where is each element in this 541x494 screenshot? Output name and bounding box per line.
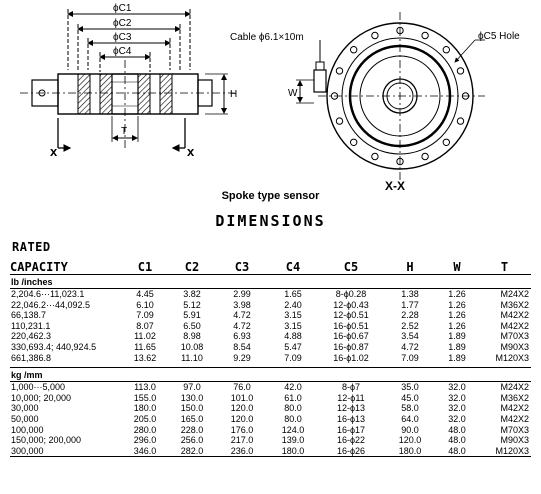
cell-t: M24X2 (500, 382, 529, 393)
side-view (20, 9, 238, 150)
cell-capacity: 30,000 (11, 403, 39, 414)
cell-capacity: 300,000 (11, 445, 44, 456)
cell-c2: 150.0 (180, 403, 204, 414)
cell-capacity: 110,231.1 (11, 320, 51, 331)
cell-c3: 6.93 (233, 331, 251, 342)
cell-c1: 13.62 (133, 352, 157, 363)
bolt-hole (372, 32, 378, 38)
bolt-hole (457, 118, 463, 124)
table-row (10, 446, 531, 457)
cell-c5: 12-ϕ0.51 (333, 310, 369, 321)
cell-c2: 11.10 (181, 352, 203, 363)
cell-c2: 5.12 (183, 299, 201, 310)
cell-c1: 11.65 (134, 341, 156, 352)
table-row (10, 382, 531, 393)
label-c4: ϕC4 (113, 46, 132, 57)
cell-c5: 16-ϕ22 (336, 435, 366, 446)
cell-c5: 16-ϕ26 (336, 445, 366, 456)
table-body (10, 275, 531, 457)
table-row (10, 331, 531, 342)
label-h: H (230, 89, 238, 100)
header-c1: C1 (137, 260, 153, 274)
cell-c3: 4.72 (233, 310, 251, 321)
cell-c5: 16-ϕ0.51 (333, 320, 369, 331)
cell-c2: 130.0 (180, 392, 204, 403)
cell-h: 2.52 (401, 320, 419, 331)
cell-c5: 8-ϕ0.28 (335, 289, 367, 299)
label-w: W (288, 88, 298, 99)
cell-c3: 8.54 (233, 341, 251, 352)
header-t: T (500, 260, 509, 274)
cell-h: 35.0 (401, 382, 419, 393)
cell-c1: 280.0 (133, 424, 157, 435)
bolt-hole (372, 153, 378, 159)
cell-c5: 16-ϕ13 (336, 413, 366, 424)
table-bottom-rule (10, 456, 531, 457)
cell-c2: 8.98 (183, 331, 201, 342)
label-c1: ϕC1 (113, 3, 132, 14)
table-row (10, 321, 531, 332)
cell-c4: 139.0 (281, 435, 305, 446)
cell-h: 90.0 (401, 424, 419, 435)
cell-t: M90X3 (500, 341, 529, 352)
unit-label: kg /mm (10, 368, 531, 382)
cell-c3: 2.99 (233, 289, 251, 299)
cell-c4: 180.0 (281, 445, 305, 456)
unit-label: lb /inches (10, 275, 531, 289)
table-row (10, 310, 531, 321)
cell-c4: 5.47 (284, 341, 302, 352)
cell-c5: 16-ϕ1.02 (333, 352, 369, 363)
bolt-hole (351, 139, 357, 145)
cell-w: 1.26 (448, 320, 466, 331)
cell-c5: 16-ϕ17 (336, 424, 366, 435)
cell-h: 45.0 (401, 392, 419, 403)
cell-capacity: 10,000; 20,000 (11, 392, 72, 403)
cell-w: 48.0 (448, 445, 466, 456)
cell-w: 32.0 (448, 382, 466, 393)
cell-t: M42X2 (500, 403, 529, 414)
cell-c4: 42.0 (284, 382, 302, 393)
cell-w: 1.89 (448, 352, 466, 363)
cell-c2: 165.0 (180, 413, 204, 424)
cell-c4: 2.40 (284, 299, 302, 310)
cell-c3: 120.0 (230, 413, 254, 424)
cell-w: 48.0 (448, 435, 466, 446)
cell-c4: 124.0 (281, 424, 305, 435)
cell-c1: 6.10 (136, 299, 154, 310)
table-row (10, 393, 531, 404)
figure-caption: Spoke type sensor (221, 190, 320, 202)
cell-t: M24X2 (500, 289, 529, 299)
cell-h: 180.0 (398, 445, 422, 456)
cell-w: 1.26 (448, 299, 466, 310)
cell-t: M42X2 (500, 320, 529, 331)
bolt-hole (351, 47, 357, 53)
header-w: W (453, 260, 461, 274)
cell-c5: 12-ϕ0.43 (333, 299, 369, 310)
cell-c1: 4.45 (136, 289, 154, 299)
cell-c3: 217.0 (230, 435, 254, 446)
bolt-hole (336, 118, 342, 124)
cell-w: 1.26 (448, 289, 466, 299)
cell-h: 120.0 (398, 435, 422, 446)
cell-capacity: 66,138.7 (11, 310, 47, 321)
cell-c1: 180.0 (133, 403, 157, 414)
cell-c1: 155.0 (133, 392, 157, 403)
label-x-left: x (50, 144, 58, 159)
header-c2: C2 (184, 260, 200, 274)
cell-c4: 61.0 (284, 392, 302, 403)
dimensions-table (10, 256, 531, 457)
cell-t: M90X3 (500, 435, 529, 446)
cell-w: 32.0 (448, 413, 466, 424)
cell-w: 32.0 (448, 403, 466, 414)
cell-capacity: 661,386.8 (11, 352, 52, 363)
table-header-row (10, 256, 531, 275)
cell-c2: 228.0 (180, 424, 204, 435)
bolt-hole (457, 68, 463, 74)
cell-c2: 5.91 (183, 310, 201, 321)
cell-h: 3.54 (401, 331, 419, 342)
cell-capacity: 22,046.2···44,092.5 (11, 299, 91, 310)
cell-t: M42X2 (500, 310, 529, 321)
table-row (10, 414, 531, 425)
cell-c2: 256.0 (180, 435, 204, 446)
cell-h: 58.0 (401, 403, 419, 414)
cell-h: 4.72 (401, 341, 419, 352)
cell-c3: 236.0 (230, 445, 254, 456)
cell-c2: 10.08 (180, 341, 204, 352)
label-hole: ϕC5 Hole (478, 31, 520, 42)
cell-c3: 76.0 (233, 382, 251, 393)
cell-c3: 3.98 (233, 299, 251, 310)
bolt-hole (422, 153, 428, 159)
cell-c2: 282.0 (180, 445, 204, 456)
cell-t: M120X3 (495, 445, 529, 456)
header-h: H (406, 260, 414, 274)
cell-c5: 8-ϕ7 (341, 382, 361, 393)
unit-row (10, 275, 531, 289)
cell-c3: 9.29 (233, 352, 251, 363)
cell-c4: 7.09 (284, 352, 302, 363)
cell-c2: 97.0 (183, 382, 201, 393)
cell-capacity: 1,000···5,000 (11, 382, 66, 393)
cell-w: 48.0 (448, 424, 466, 435)
table-row (10, 342, 531, 353)
cell-capacity: 220,462.3 (11, 331, 52, 342)
bolt-hole (443, 47, 449, 53)
header-c4: C4 (285, 260, 301, 274)
label-t: T (121, 126, 128, 137)
header-c3: C3 (234, 260, 250, 274)
cell-t: M42X2 (500, 413, 529, 424)
dimensions-heading: DIMENSIONS (215, 212, 326, 230)
bolt-hole (443, 139, 449, 145)
cell-c1: 8.07 (136, 320, 154, 331)
cell-c5: 12-ϕ11 (337, 392, 365, 403)
rated-title-line1: RATED (12, 240, 51, 254)
cell-c4: 80.0 (284, 413, 302, 424)
cell-t: M36X2 (500, 392, 529, 403)
unit-row (10, 368, 531, 382)
label-c2: ϕC2 (113, 18, 132, 29)
cell-w: 1.26 (448, 310, 466, 321)
cell-w: 1.89 (448, 331, 466, 342)
cell-w: 32.0 (448, 392, 466, 403)
cell-c4: 80.0 (284, 403, 302, 414)
cell-h: 7.09 (401, 352, 419, 363)
technical-drawing (0, 0, 541, 205)
cell-w: 1.89 (448, 341, 466, 352)
cell-c3: 4.72 (233, 320, 251, 331)
cell-c5: 12-ϕ13 (336, 403, 366, 414)
cell-c4: 4.88 (284, 331, 302, 342)
cell-capacity: 150,000; 200,000 (11, 435, 82, 446)
cell-c1: 11.02 (134, 331, 156, 342)
cell-h: 1.38 (401, 289, 419, 299)
cell-t: M70X3 (500, 331, 529, 342)
front-view (296, 12, 485, 180)
cell-t: M120X3 (495, 352, 529, 363)
bolt-hole (336, 68, 342, 74)
cell-t: M36X2 (500, 299, 529, 310)
cell-capacity: 330,693.4; 440,924.5 (11, 341, 97, 352)
cell-c1: 205.0 (133, 413, 157, 424)
cell-c4: 3.15 (284, 320, 302, 331)
table-row (10, 435, 531, 446)
table-row (10, 403, 531, 414)
cell-c2: 6.50 (183, 320, 201, 331)
cell-c1: 7.09 (136, 310, 154, 321)
cell-c1: 346.0 (133, 445, 157, 456)
table-row (10, 425, 531, 436)
cell-h: 2.28 (401, 310, 419, 321)
cell-c5: 16-ϕ0.67 (333, 331, 369, 342)
cell-c4: 3.15 (284, 310, 302, 321)
table-row (10, 353, 531, 364)
label-section: X-X (385, 179, 406, 193)
cell-capacity: 100,000 (11, 424, 44, 435)
cell-c1: 113.0 (134, 382, 156, 393)
cell-capacity: 50,000 (11, 413, 39, 424)
cell-c3: 120.0 (230, 403, 254, 414)
table-row (10, 300, 531, 311)
cell-capacity: 2,204.6···11,023.1 (11, 289, 85, 299)
label-cable: Cable ϕ6.1×10m (230, 32, 304, 43)
cell-c5: 16-ϕ0.87 (333, 341, 369, 352)
header-c5: C5 (343, 260, 359, 274)
table-row (10, 289, 531, 300)
cell-c3: 101.0 (230, 392, 254, 403)
label-x-right: x (187, 144, 195, 159)
cell-c4: 1.65 (284, 289, 302, 299)
cell-c1: 296.0 (133, 435, 157, 446)
bolt-hole (422, 32, 428, 38)
rated-capacity-title (12, 239, 51, 256)
cell-h: 1.77 (401, 299, 419, 310)
cell-t: M70X3 (500, 424, 529, 435)
header-capacity: CAPACITY (10, 260, 68, 274)
cell-c2: 3.82 (183, 289, 201, 299)
cell-c3: 176.0 (230, 424, 254, 435)
label-c3: ϕC3 (113, 32, 132, 43)
cell-h: 64.0 (401, 413, 419, 424)
